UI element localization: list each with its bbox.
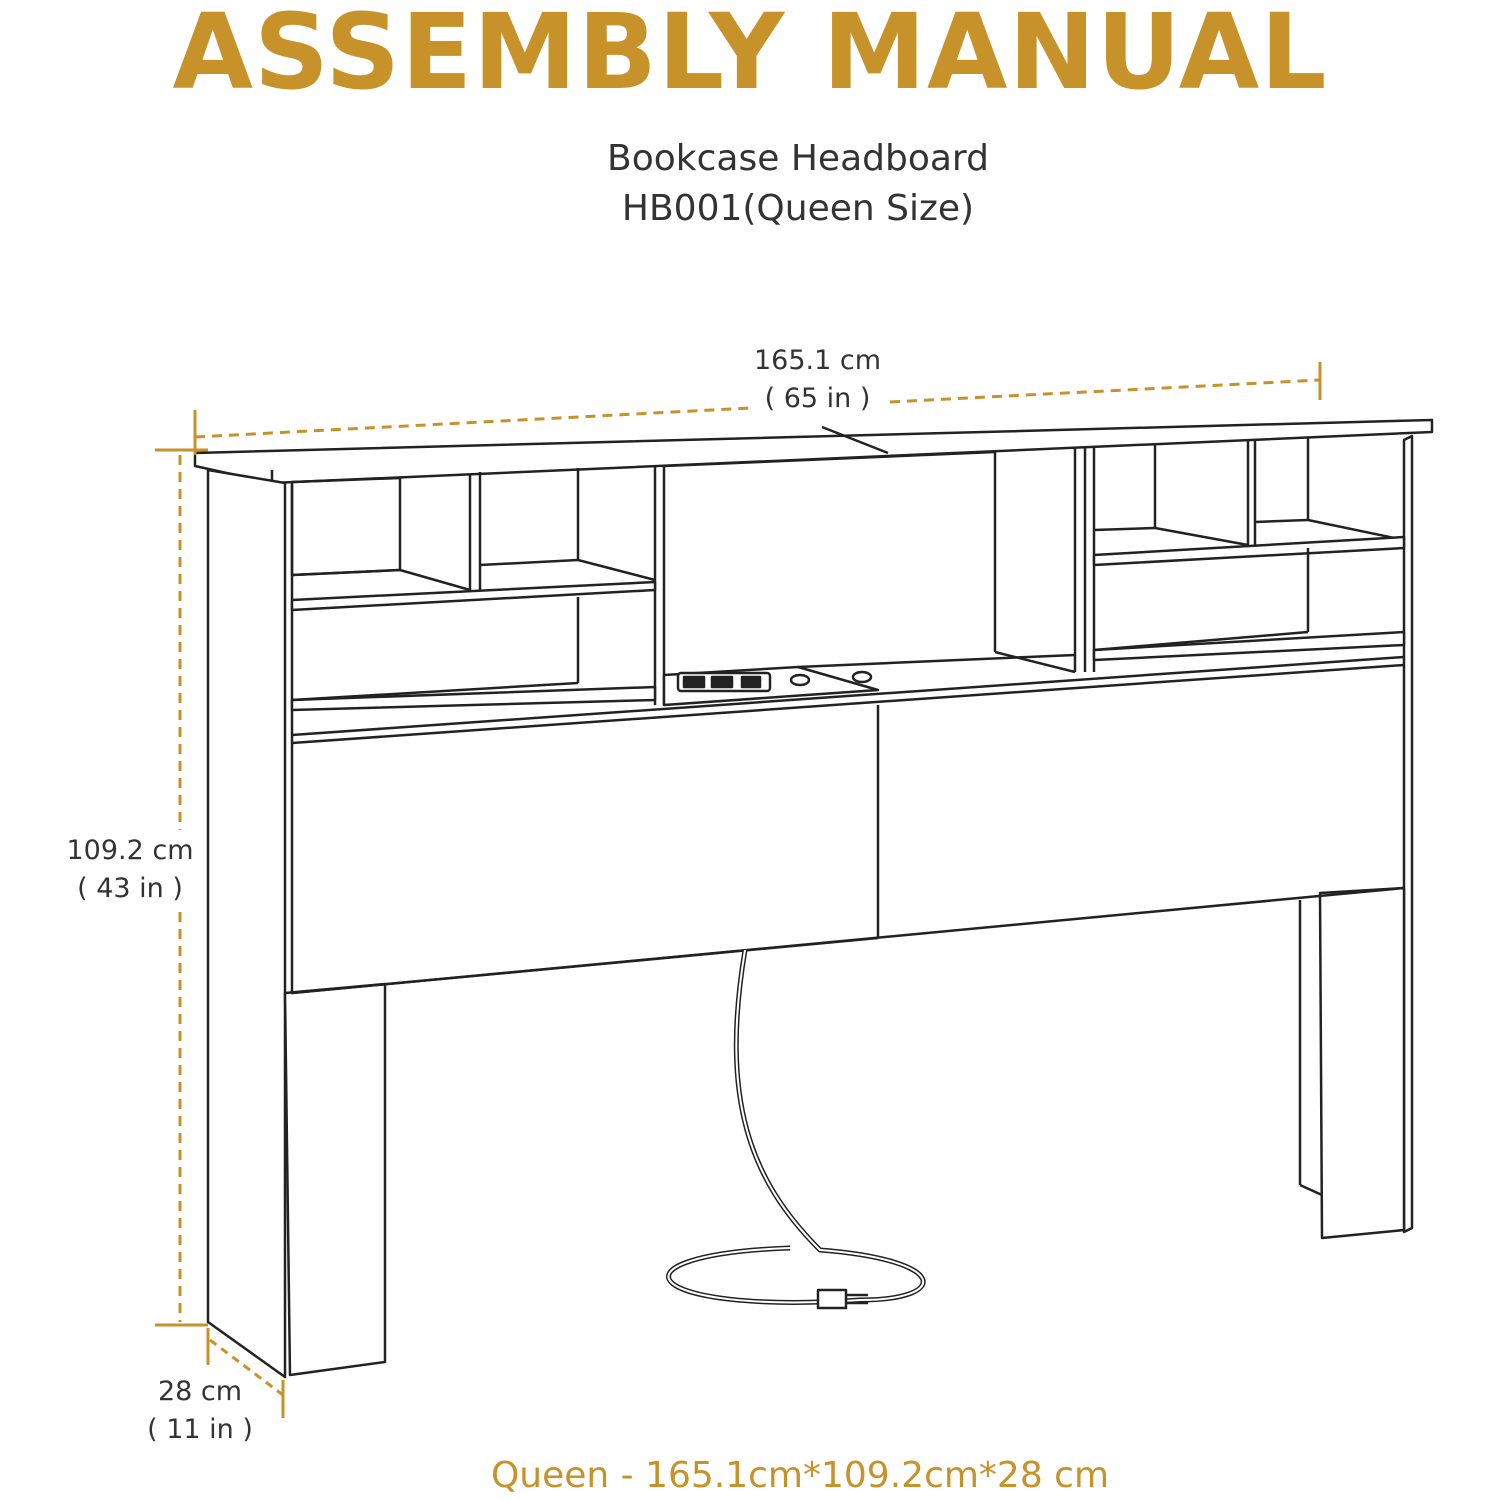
- top-shelf-board: [195, 420, 1432, 483]
- left-cubby-divider-1: [292, 478, 400, 575]
- plug: [818, 1290, 846, 1308]
- width-in: ( 65 in ): [764, 383, 871, 414]
- width-dimension: [700, 342, 935, 418]
- right-leg: [1320, 888, 1404, 1238]
- height-in: ( 43 in ): [77, 873, 183, 904]
- left-shelf-1: [292, 582, 655, 610]
- height-cm: 109.2 cm: [66, 835, 194, 866]
- left-leg: [285, 984, 385, 1375]
- cable-hole: [853, 672, 871, 682]
- depth-cm: 28 cm: [157, 1376, 243, 1407]
- left-side-panel: [208, 470, 285, 1377]
- height-dimension: [55, 832, 205, 908]
- size-summary: Queen - 165.1cm*109.2cm*28 cm: [490, 1455, 1110, 1496]
- power-cord: [668, 950, 923, 1302]
- model-number: HB001(Queen Size): [621, 188, 975, 229]
- depth-in: ( 11 in ): [147, 1414, 253, 1445]
- width-cm: 165.1 cm: [753, 345, 882, 376]
- page-title: ASSEMBLY MANUAL: [172, 0, 1328, 113]
- product-name: Bookcase Headboard: [607, 138, 989, 179]
- depth-dimension: [125, 1373, 275, 1449]
